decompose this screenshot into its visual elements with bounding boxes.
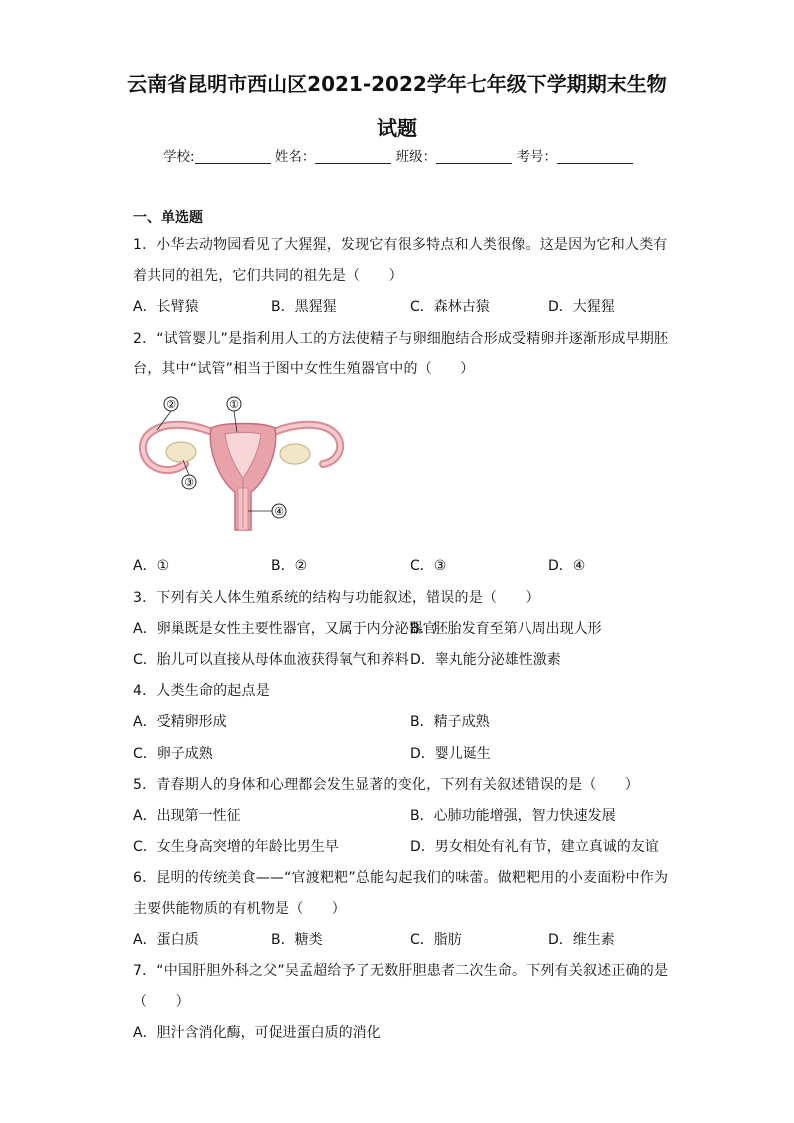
question-4-option-c: C．卵子成熟 [133,746,213,762]
female-reproductive-system-figure [133,392,353,537]
question-4-option-d: D．婴儿诞生 [410,746,491,762]
question-7-line-2: （ ） [133,994,190,1010]
question-1-option-b: B．黑猩猩 [271,299,337,315]
question-2-line-2: 台，其中“试管”相当于图中女性生殖器官中的（ ） [133,361,475,377]
question-5-option-b: B．心肺功能增强，智力快速发展 [410,808,616,824]
exam-title-line1: 云南省昆明市西山区2021-2022学年七年级下学期期末生物 [127,72,667,96]
question-5-option-d: D．男女相处有礼有节，建立真诚的友谊 [410,839,659,855]
school-label: 学校: [163,149,195,165]
question-1-line-1: 1．小华去动物园看见了大猩猩，发现它有很多特点和人类很像。这是因为它和人类有 [133,237,668,253]
question-3-option-a: A．卵巢既是女性主要性器官，又属于内分泌器官 [133,621,437,637]
question-5-line-1: 5．青春期人的身体和心理都会发生显著的变化，下列有关叙述错误的是（ ） [133,777,640,793]
class-label: 班级： [395,149,437,165]
question-3-line-1: 3．下列有关人体生殖系统的结构与功能叙述，错误的是（ ） [133,590,540,606]
question-2-line-1: 2．“试管婴儿”是指利用人工的方法使精子与卵细胞结合形成受精卵并逐渐形成早期胚 [133,331,669,347]
question-3-option-d: D．睾丸能分泌雄性激素 [410,652,561,668]
question-1-option-d: D．大猩猩 [548,299,615,315]
question-1-option-c: C．森林古猿 [410,299,490,315]
question-2-option-b: B．② [271,558,308,574]
question-6-option-c: C．脂肪 [410,932,462,948]
question-2-option-d: D．④ [548,558,586,574]
figure-label-3: ③ [184,476,194,489]
question-3-option-b: B．胚胎发育至第八周出现人形 [410,621,602,637]
question-6-line-1: 6．昆明的传统美食——“官渡粑粑”总能勾起我们的味蕾。做粑粑用的小麦面粉中作为 [133,870,669,886]
exam-number-blank [557,149,633,164]
question-5-option-c: C．女生身高突增的年龄比男生早 [133,839,339,855]
question-6-option-a: A．蛋白质 [133,932,199,948]
question-2-option-c: C．③ [410,558,447,574]
school-blank [195,149,271,164]
question-6-option-d: D．维生素 [548,932,615,948]
question-2-option-a: A．① [133,558,170,574]
class-blank [436,149,512,164]
question-4-line-1: 4．人类生命的起点是 [133,683,270,699]
question-3-option-c: C．胎儿可以直接从母体血液获得氧气和养料 [133,652,409,668]
uterus-illustration [133,392,353,537]
question-6-line-2: 主要供能物质的有机物是（ ） [133,901,346,917]
exam-title-line2: 试题 [377,116,417,140]
name-blank [315,149,391,164]
figure-label-4: ④ [274,505,284,518]
student-info-line [163,145,633,165]
question-7-line-1: 7．“中国肝胆外科之父”吴孟超给予了无数肝胆患者二次生命。下列有关叙述正确的是 [133,963,669,979]
figure-label-1: ① [229,398,239,411]
question-5-option-a: A．出现第一性征 [133,808,241,824]
question-6-option-b: B．糖类 [271,932,323,948]
question-7-option-a: A．胆汁含消化酶，可促进蛋白质的消化 [133,1025,381,1041]
exam-number-label: 考号： [516,149,557,165]
question-4-option-b: B．精子成熟 [410,714,490,730]
question-1-line-2: 着共同的祖先，它们共同的祖先是（ ） [133,268,403,284]
name-label: 姓名： [274,149,316,165]
figure-label-2: ② [166,398,176,411]
question-1-option-a: A．长臂猿 [133,299,199,315]
section-title: 一、单选题 [133,210,203,226]
question-4-option-a: A．受精卵形成 [133,714,227,730]
